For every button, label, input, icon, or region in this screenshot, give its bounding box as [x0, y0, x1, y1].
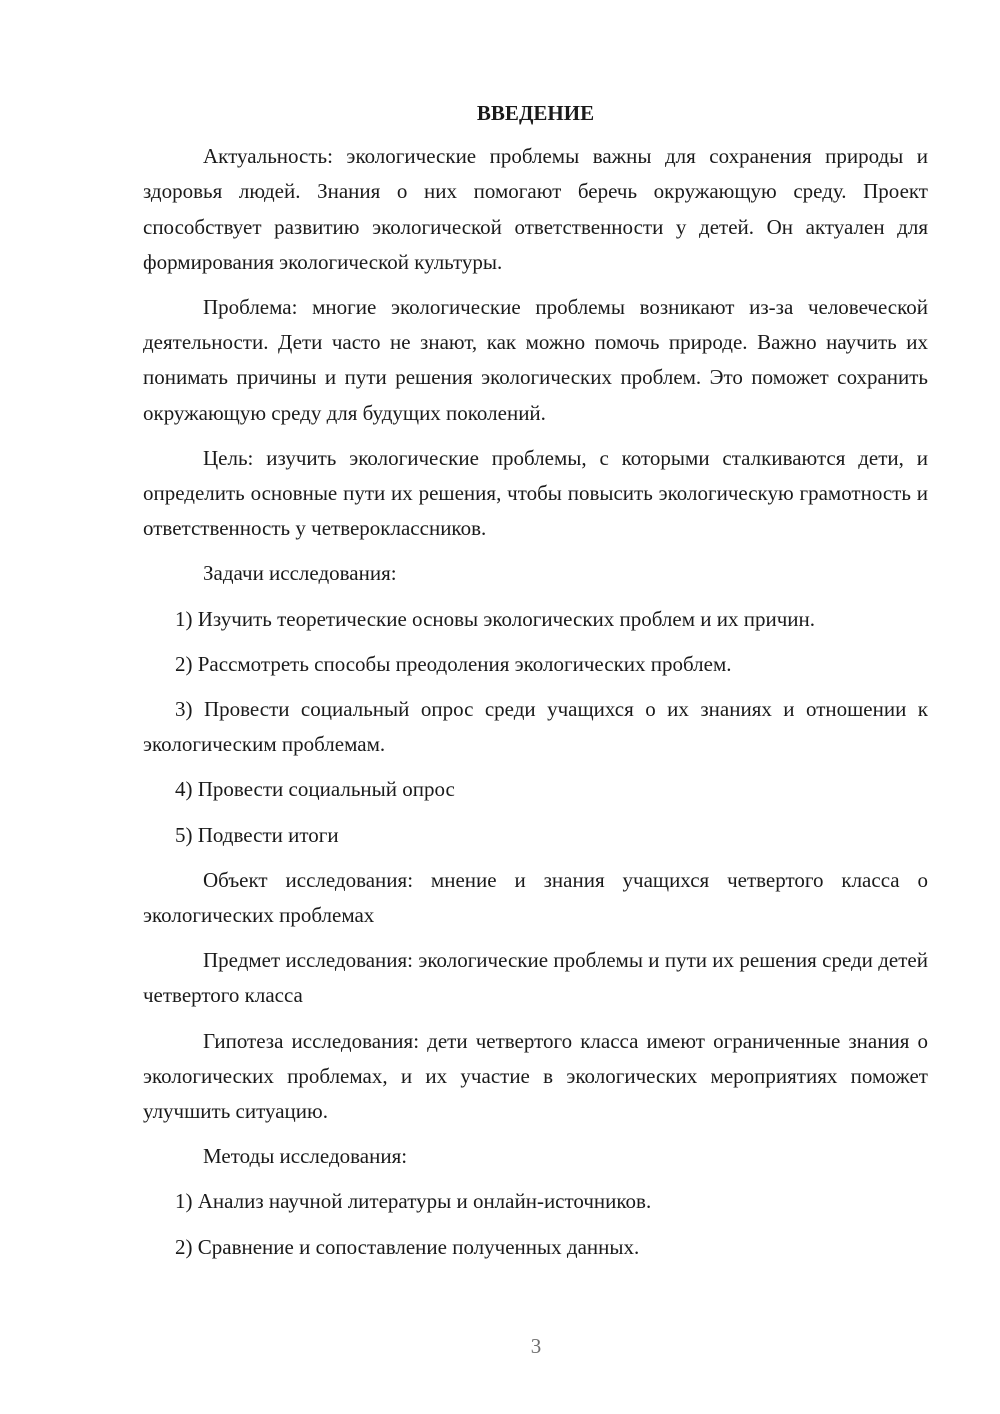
relevance-paragraph: Актуальность: экологические проблемы важны для сохранения природы и здоровья людей. Знания о них помогают беречь окружающую среду. Проект способствует развитию экологической ответственности у детей. Он актуален для формирования экологической культуры. — [143, 144, 928, 274]
hypothesis-paragraph: Гипотеза исследования: дети четвертого класса имеют ограниченные знания о экологических проблемах, и их участие в экологических мероприятиях поможет улучшить ситуацию. — [143, 1028, 928, 1124]
task-item-4: 4) Провести социальный опрос — [175, 777, 455, 802]
method-item-2: 2) Сравнение и сопоставление полученных данных. — [175, 1234, 640, 1259]
section-title: ВВЕДЕНИЕ — [476, 101, 595, 125]
subject-paragraph: Предмет исследования: экологические проблемы и пути их решения среди детей четвертого класса — [143, 948, 928, 1008]
document-page — [143, 96, 928, 1275]
goal-paragraph: Цель: изучить экологические проблемы, с которыми сталкиваются дети, и определить основные пути их решения, чтобы повысить экологическую грамотность и ответственность у четвероклассников. — [143, 445, 928, 541]
page-number: 3 — [530, 1334, 542, 1358]
methods-heading: Методы исследования: — [203, 1144, 408, 1169]
problem-paragraph: Проблема: многие экологические проблемы возникают из-за человеческой деятельности. Дети часто не знают, как можно помочь природе. Важно научить их понимать причины и пути решения экологических проблем. Это поможет сохранить окружающую среду для будущих поколений. — [143, 295, 928, 425]
task-item-1: 1) Изучить теоретические основы экологических проблем и их причин. — [175, 606, 815, 631]
tasks-heading: Задачи исследования: — [203, 561, 397, 586]
object-paragraph: Объект исследования: мнение и знания учащихся четвертого класса о экологических проблемах — [143, 867, 928, 928]
task-item-3: 3) Провести социальный опрос среди учащихся о их знаниях и отношении к экологическим проблемам. — [143, 697, 928, 757]
task-item-5: 5) Подвести итоги — [175, 822, 339, 847]
task-item-2: 2) Рассмотреть способы преодоления экологических проблем. — [175, 651, 732, 676]
method-item-1: 1) Анализ научной литературы и онлайн-источников. — [175, 1189, 652, 1214]
